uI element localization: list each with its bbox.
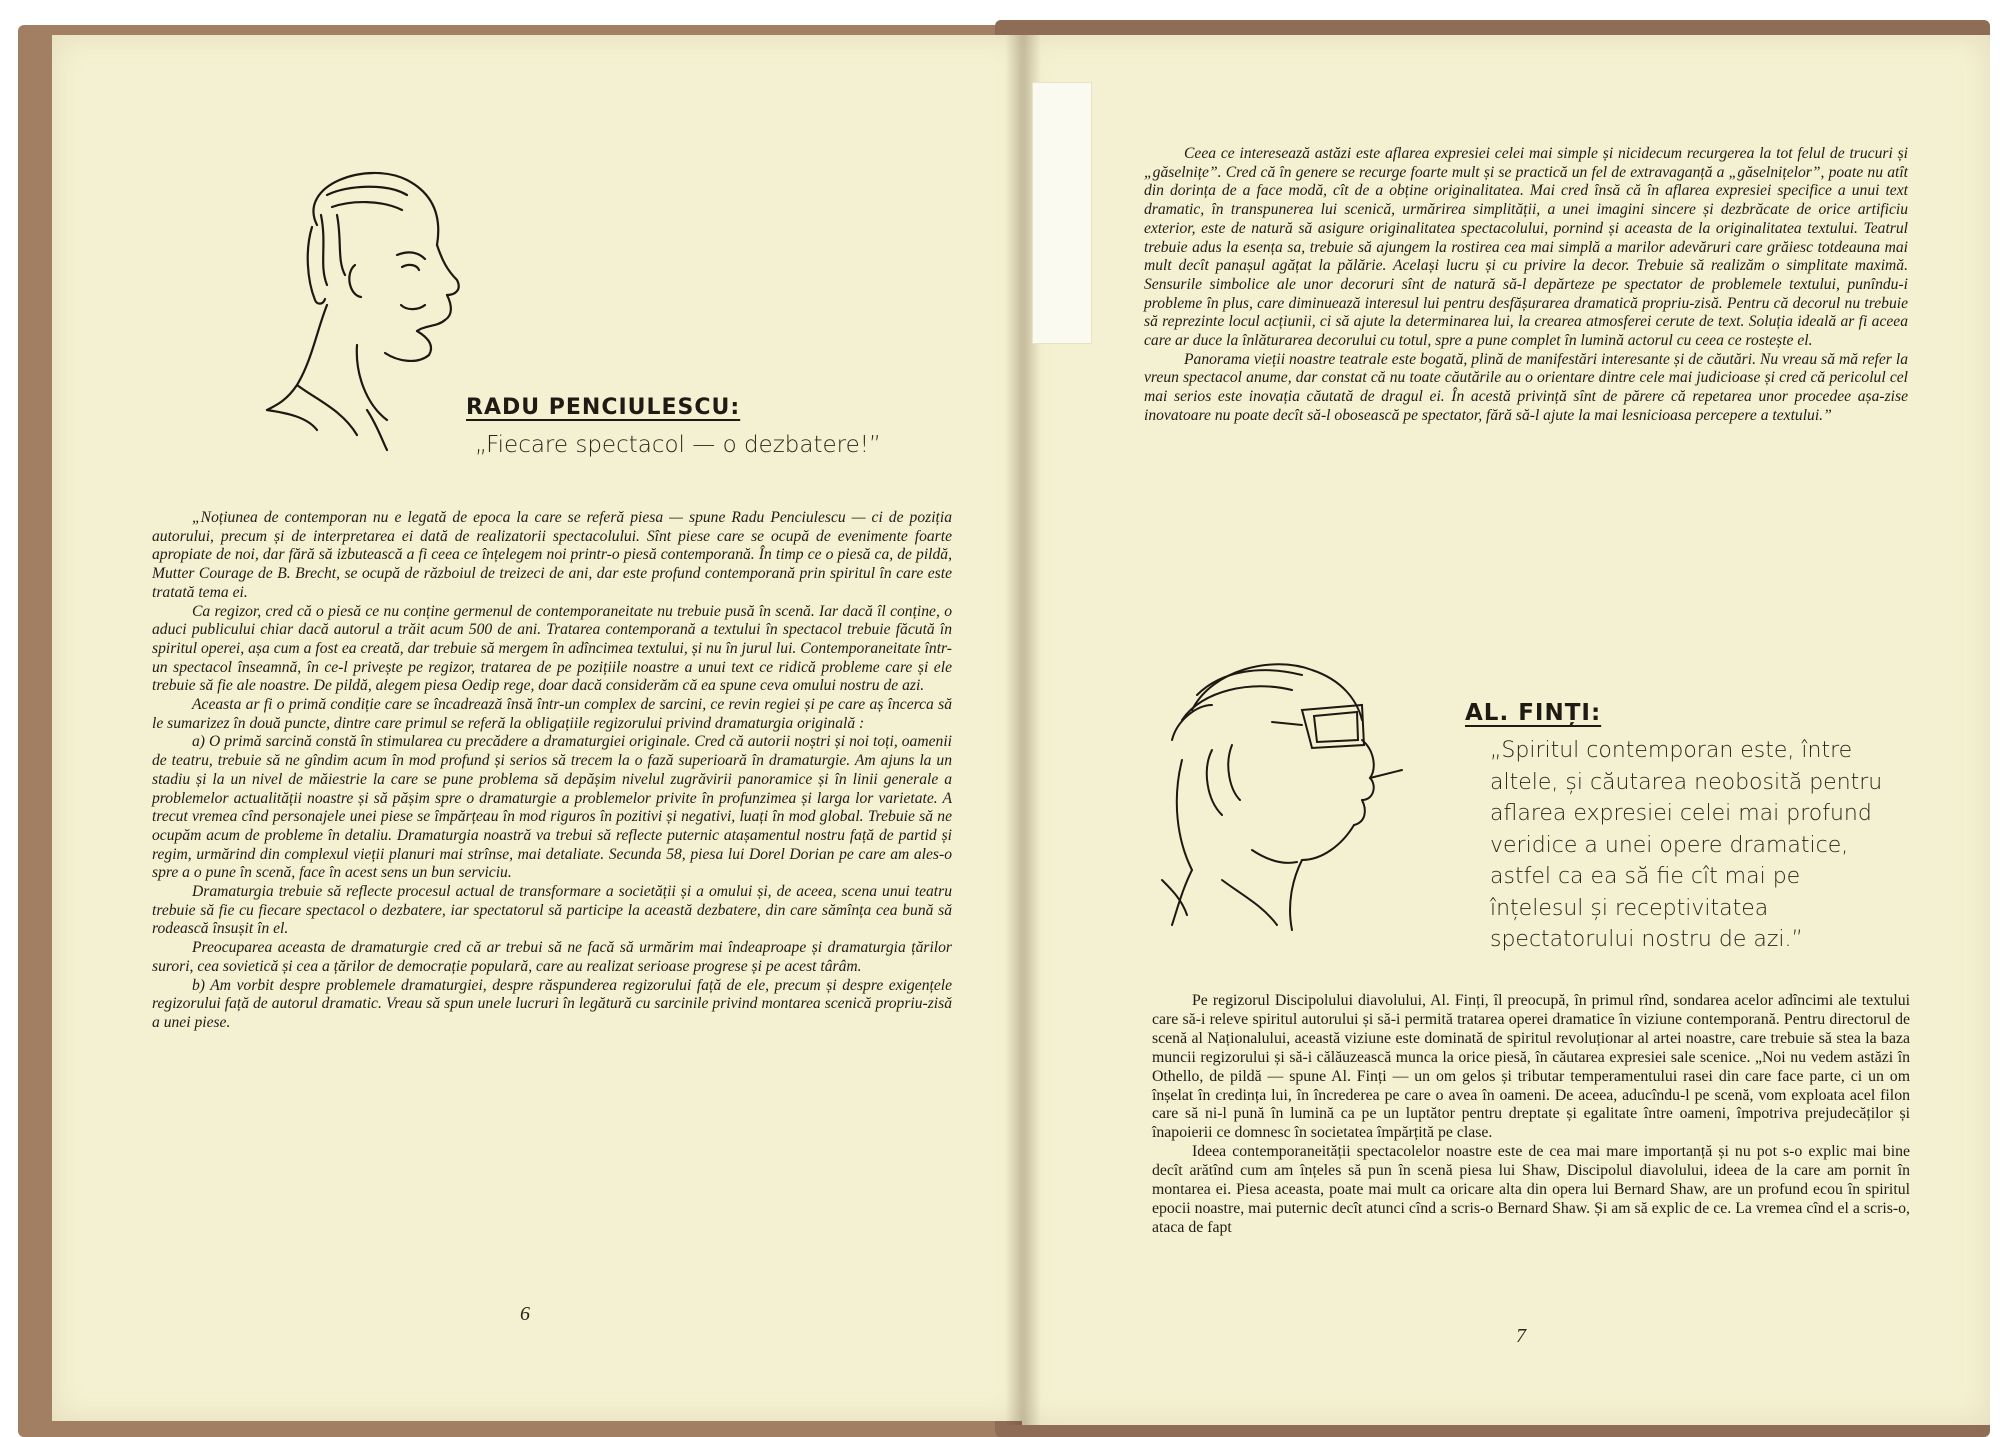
right-page <box>1022 35 1990 1425</box>
paragraph: Panorama vieții noastre teatrale este bogată, plină de manifestări interesante și de căutări. Nu vreau să mă refer la vreun spectacol anume, dar constat că nu toate căutările au o orientare dintre cele mai judicioase și cred că pericolul cel mai serios este inovația căutată de dragul ei. În acestă privință sînt de părere că repetarea unor procedee așa-zise inovatoare nu poate decît să-l obosească pe spectator, fără să-l ajute la mai lesnicioasa percepere a textului.” <box>1144 350 1908 424</box>
subtitle-penciulescu: „Fiecare spectacol — o dezbatere!” <box>475 432 881 458</box>
paper-bookmark-strip <box>1032 82 1092 344</box>
left-page <box>52 35 1025 1421</box>
paragraph: a) O primă sarcină constă în stimularea cu precădere a dramaturgiei originale. Cred că autorii noștri și noi toți, oamenii de teatru, trebuie să ne gîndim acum în mod profund și serios să trecem la o fază superioară în dramaturgie. Am ajuns la un stadiu și la un nivel de măiestrie la care se pune problema să depășim nivelul zugrăvirii panoramice și în linii generale a problemelor actualității noastre și să pășim spre o dramaturgie a problemelor privite în profunzimea și larga lor varietate. A trecut vremea cînd personajele unei piese se împărțeau în mod riguros în pozitivi și negativi, luați în mod global. Trebuie să ne ocupăm acum de probleme în detaliu. Dramaturgia noastră va trebui să reflecte puternic atașamentul nostru față de partid și regim, urmărind din complexul vieții planuri mai strînse, mai detaliate. Secunda 58, piesa lui Dorel Dorian pe care am ales-o spre a o pune în scenă, face în acest sens un bun serviciu. <box>152 733 952 882</box>
paragraph: Pe regizorul Discipolului diavolului, Al. Finți, îl preocupă, în primul rînd, sondarea acelor adîncimi ale textului care să-i releve spiritul autorului și să-i permită tratarea operei dramatice în viziune contemporană. Pentru directorul de scenă al Naționalului, această viziune este dominată de spiritul revoluționar al artei noastre, care trebuie să stea la baza muncii regizorului și să-i călăuzească munca la orice piesă, în căutarea expresiei sale scenice. „Noi nu vedem astăzi în Othello, de pildă — spune Al. Finți — un om gelos și tributar temperamentului rasei din care face parte, ci un om înșelat în credința lui, în încrederea pe care o avea în oameni. De aceea, aducîndu-l pe scenă, vom exploata acel filon care să ni-l pună în lumină ca pe un luptător pentru dreptate și egalitate între oameni, împotriva prejudecăților și înapoierii ce domnesc în societatea împărțită pe clase. <box>1152 992 1910 1142</box>
paragraph: Preocuparea aceasta de dramaturgie cred că ar trebui să ne facă să urmărim mai îndeaproape și dramaturgia țărilor surori, cea sovietică și cea a țărilor de democrație populară, care au realizat serioase progrese și pe acest târâm. <box>152 939 952 975</box>
left-article-body <box>152 509 952 1033</box>
portrait-sketch-finti <box>1152 650 1422 935</box>
right-article-top <box>1144 145 1908 426</box>
quote-finti: „Spiritul contemporan este, între altele, și căutarea neobosită pentru aflarea expresiei celei mai profund veridice a unei opere dramatice, astfel ca ea să fie cît mai pe înțelesul și receptivitatea spectatorului nostru de azi.” <box>1490 738 1883 952</box>
heading-penciulescu: RADU PENCIULESCU: <box>466 395 741 420</box>
paragraph: b) Am vorbit despre problemele dramaturgiei, despre răspunderea regizorului față de ele, precum și despre exigențele regizorului față de autorul dramatic. Vreau să spun unele lucruri în legătură cu sarcinile privind montarea scenică propriu-zisă a unei piese. <box>152 976 952 1031</box>
paragraph: Ca regizor, cred că o piesă ce nu conține germenul de contemporaneitate nu trebuie pusă în scenă. Iar dacă îl conține, o aduci publicului chiar dacă autorul a trăit acum 500 de ani. Tratarea contemporană a textului în spectacol trebuie făcută în spiritul operei, așa cum a fost ea creată, dar trebuie să mergem în adîncimea textului, și nu în jurul lui. Contemporaneitate într-un spectacol înseamnă, în ce-l privește pe regizor, tratarea de pe pozițiile noastre a unui text ce ridică probleme care și ele trebuie să fie ale noastre. De pildă, alegem piesa Oedip rege, doar dacă considerăm că ea spune ceva omului nostru de azi. <box>152 602 952 695</box>
right-article-bottom <box>1152 992 1910 1238</box>
page-number-right: 7 <box>1516 1325 1526 1347</box>
paragraph: Ceea ce interesează astăzi este aflarea expresiei celei mai simple și nicidecum recurgerea la tot felul de trucuri și „găselnițe”. Cred că în genere se recurge foarte mult și se practică un fel de extravaganță a „găselnițelor”, poate nu atît din dorința de a face modă, cît de a obține originalitatea. Mai cred însă că în aflarea expresiei specifice a unui text dramatic, în transpunerea lui scenică, urmărirea simplității, a unei imagini sincere și dezbrăcate de orice artificiu exterior, este de natură să asigure originalitatea spectacolului, pornind și aceasta de la originalitatea textului. Teatrul trebuie adus la esența sa, trebuie să ajungem la rostirea cea mai simplă a marilor adevăruri care grăiesc totdeauna mai mult decît panașul agățat la pălărie. Același lucru și cu privire la decor. Trebuie să realizăm o simplitate maximă. Sensurile simbolice ale unor decoruri sînt de natură să-l depărteze pe spectator de problemele textului, punîndu-i probleme în plus, care diminuează interesul lui pentru desfășurarea dramatică propriu-zisă. Pentru că decorul nu trebuie să reprezinte locul acțiunii, ci să ajute la determinarea lui, la crearea atmosferei cerute de text. Soluția ideală ar fi aceea care ar duce la înlăturarea decorului cu totul, spre a pune complet în lumină actorul cu ceea ce rostește el. <box>1144 145 1908 350</box>
paragraph: Aceasta ar fi o primă condiție care se încadrează însă într-un complex de sarcini, ce revin regiei și pe care aș încerca să le sumarizez în două puncte, dintre care primul se referă la obligațiile regizorului privind dramaturgia originală : <box>152 696 952 732</box>
paragraph: Ideea contemporaneității spectacolelor noastre este de cea mai mare importanță și nu pot s-o explic mai bine decît arătînd cum am înțeles să pun în scenă piesa lui Shaw, Discipolul diavolului, ideea de la care am pornit în montarea ei. Piesa aceasta, poate mai mult ca oricare alta din opera lui Bernard Shaw, are un profund ecou în spiritul epocii noastre, mai puternic decît atunci cînd a scris-o Bernard Shaw. Și am să explic de ce. La vremea cînd el a scris-o, ataca de fapt <box>1152 1143 1910 1236</box>
heading-finti: AL. FINȚI: <box>1465 700 1602 726</box>
page-number-left: 6 <box>520 1303 530 1325</box>
paragraph: „Noțiunea de contemporan nu e legată de epoca la care se referă piesa — spune Radu Penciulescu — ci de poziția autorului, precum și de interpretarea ei dată de realizatorii spectacolului. Sînt piese care se ocupă de evenimente foarte apropiate de noi, dar fără să izbutească a fi ceea ce înțelegem noi printr-o piesă contemporană. În timp ce o piesă ca, de pildă, Mutter Courage de B. Brecht, se ocupă de războiul de treizeci de ani, dar este profund contemporană prin spiritul în care este tratată tema ei. <box>152 509 952 601</box>
paragraph: Dramaturgia trebuie să reflecte procesul actual de transformare a societății și a omului și, de aceea, scena unui teatru trebuie să fie cu fiecare spectacol o dezbatere, iar spectatorul să participe la această dezbatere, din care sămînța cea bună să rodească însușit în el. <box>152 883 952 938</box>
